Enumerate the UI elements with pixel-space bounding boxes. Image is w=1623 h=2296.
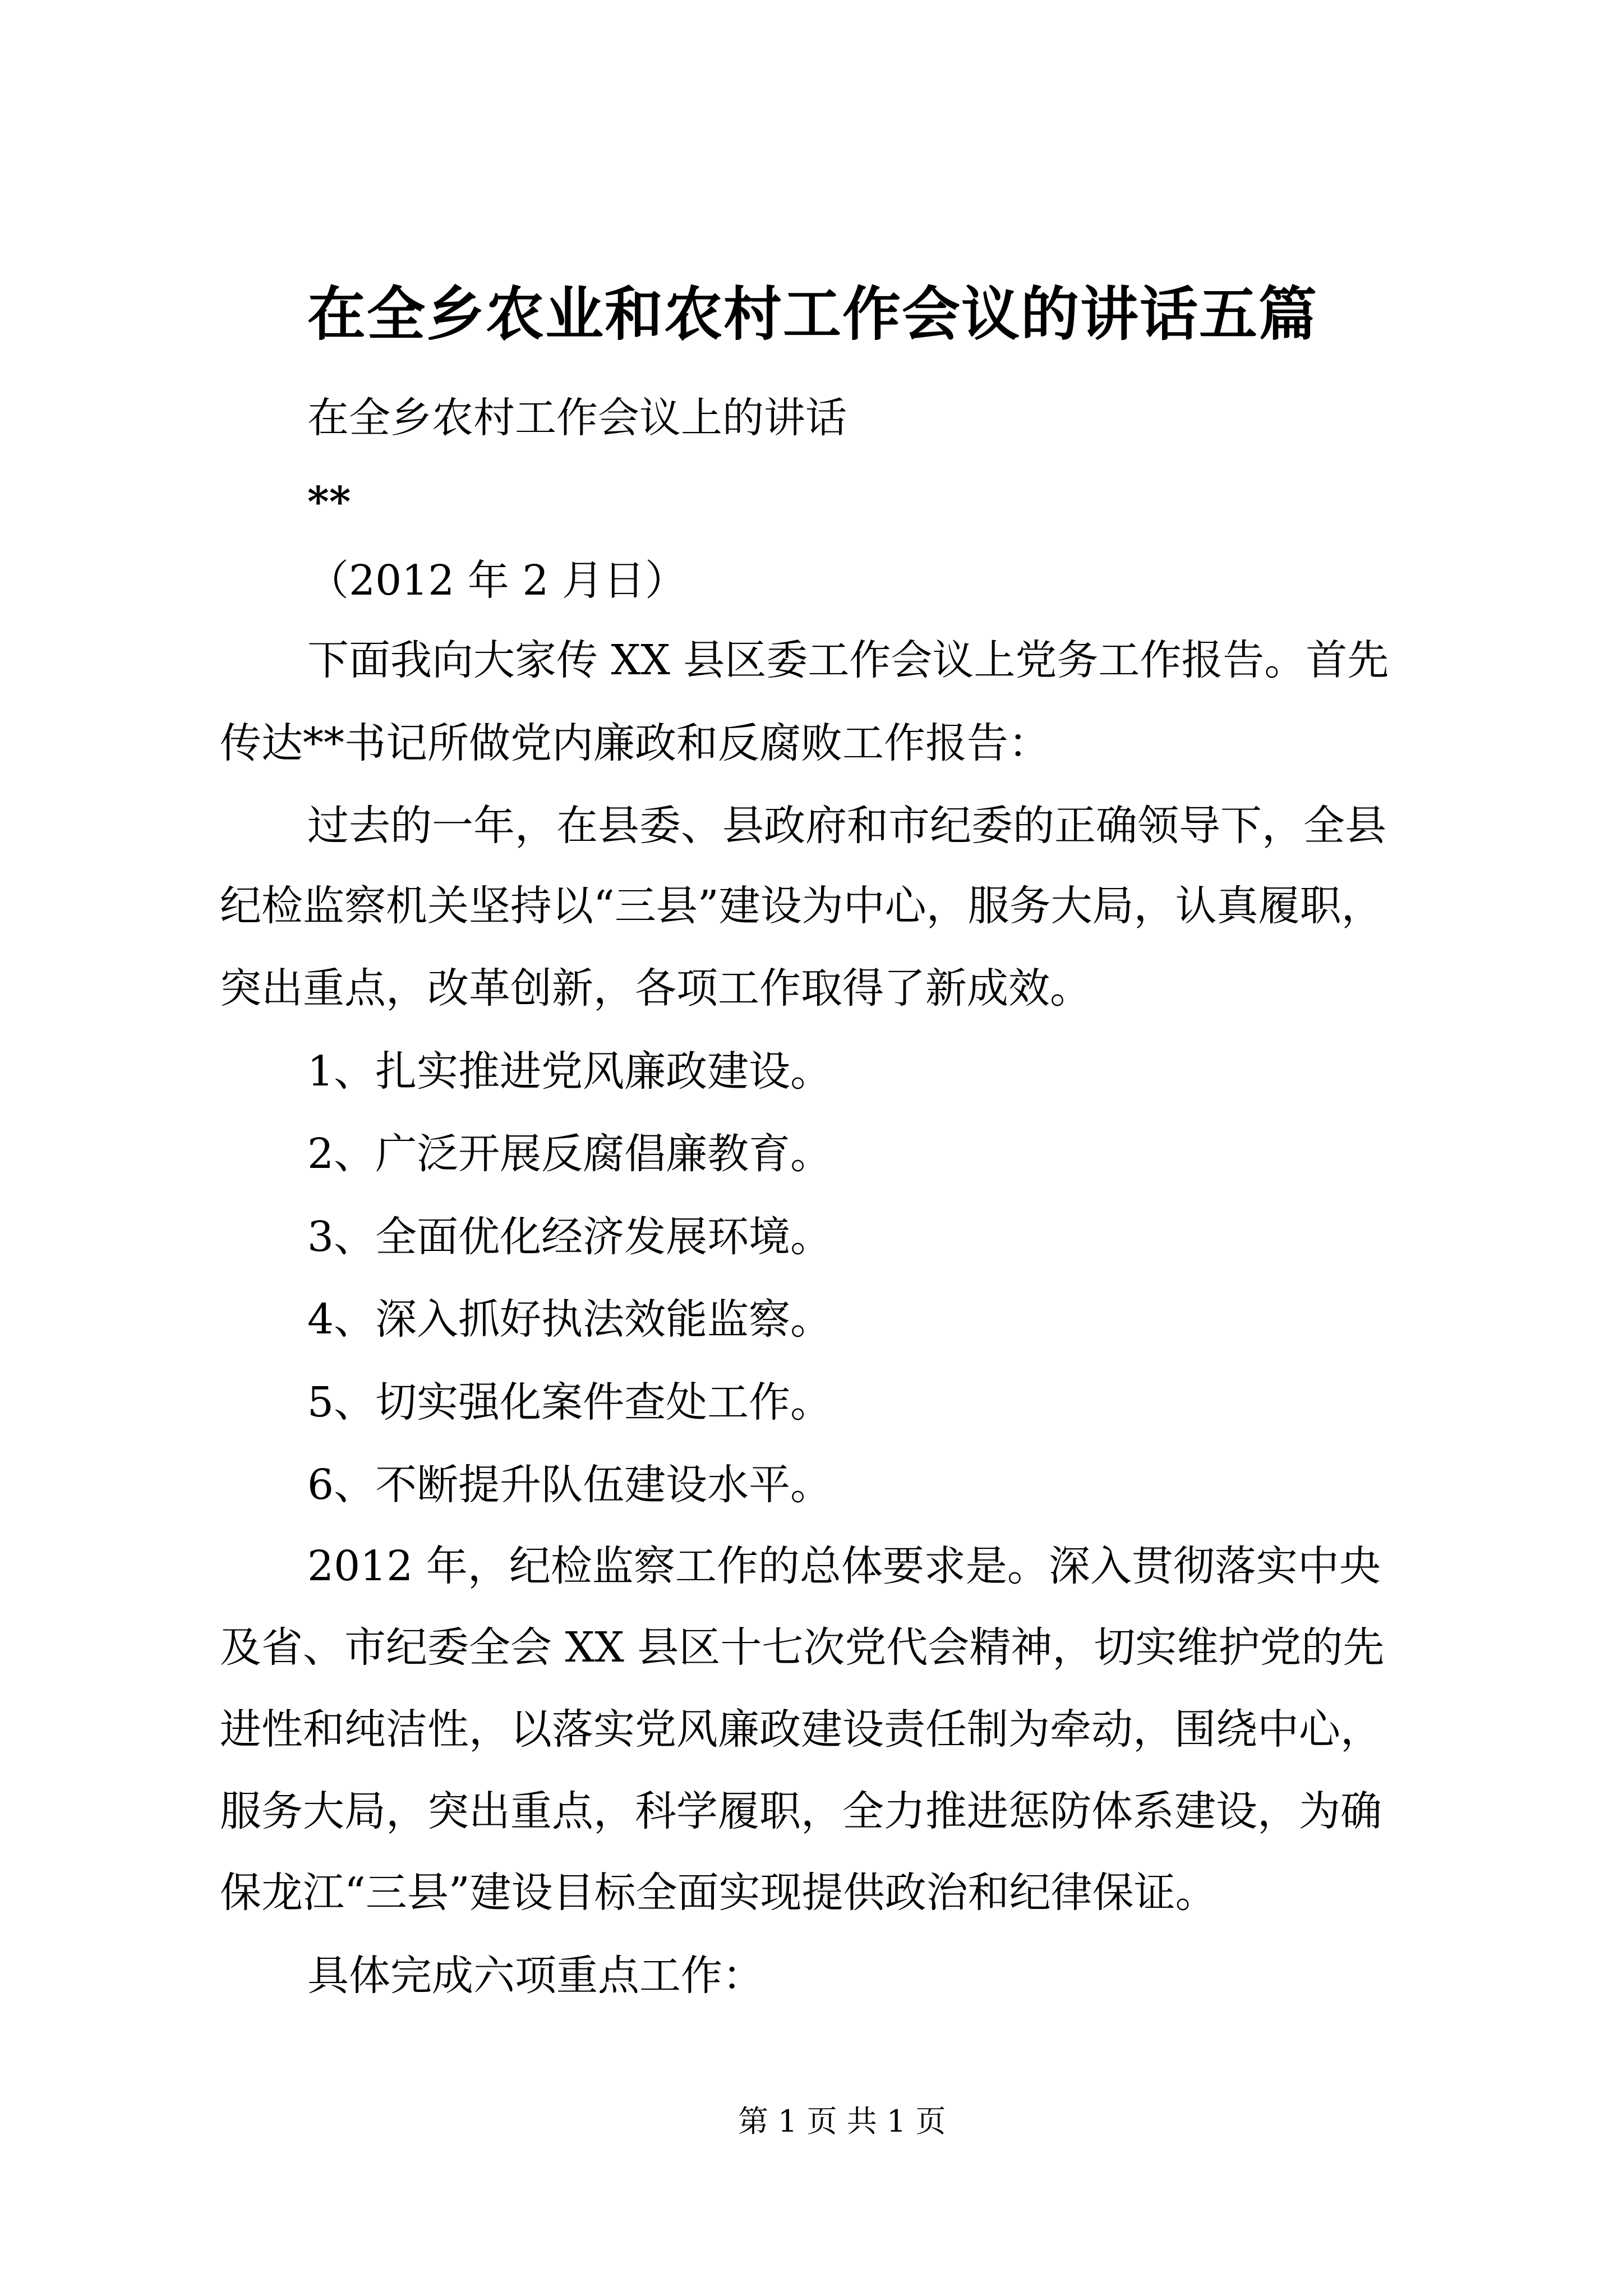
paragraph-line: 过去的一年，在县委、县政府和市纪委的正确领导下，全县 — [307, 802, 1386, 850]
document-subtitle: 在全乡农村工作会议上的讲话 — [307, 394, 847, 442]
list-item: 4、深入抓好执法效能监察。 — [307, 1295, 832, 1343]
list-item: 2、广泛开展反腐倡廉教育。 — [307, 1130, 832, 1178]
paragraph-line: 服务大局，突出重点，科学履职，全力推进惩防体系建设，为确 — [220, 1787, 1382, 1835]
paragraph-line: 及省、市纪委全会 XX 县区十七次党代会精神，切实维护党的先 — [220, 1623, 1385, 1672]
paragraph-line: 2012 年，纪检监察工作的总体要求是。深入贯彻落实中央 — [307, 1542, 1381, 1590]
author-line: ** — [307, 478, 351, 526]
date-line: （2012 年 2 月日） — [307, 556, 686, 605]
document-title: 在全乡农业和农村工作会议的讲话五篇 — [307, 279, 1318, 348]
paragraph-line: 纪检监察机关坚持以“三县”建设为中心，服务大局，认真履职， — [220, 882, 1383, 930]
paragraph-line: 传达**书记所做党内廉政和反腐败工作报告： — [220, 719, 1050, 767]
list-item: 5、切实强化案件查处工作。 — [307, 1378, 832, 1427]
paragraph-line: 进性和纯洁性，以落实党风廉政建设责任制为牵动，围绕中心， — [220, 1705, 1382, 1754]
page-footer: 第 1 页 共 1 页 — [738, 2104, 946, 2139]
paragraph-line: 下面我向大家传 XX 县区委工作会议上党务工作报告。首先 — [307, 636, 1389, 684]
list-item: 3、全面优化经济发展环境。 — [307, 1213, 832, 1261]
list-item: 6、不断提升队伍建设水平。 — [307, 1461, 832, 1509]
list-item: 1、扎实推进党风廉政建设。 — [307, 1047, 832, 1096]
final-line: 具体完成六项重点工作： — [307, 1952, 764, 2000]
paragraph-line: 保龙江“三县”建设目标全面实现提供政治和纪律保证。 — [220, 1869, 1217, 1917]
paragraph-line: 突出重点，改革创新，各项工作取得了新成效。 — [220, 964, 1091, 1013]
